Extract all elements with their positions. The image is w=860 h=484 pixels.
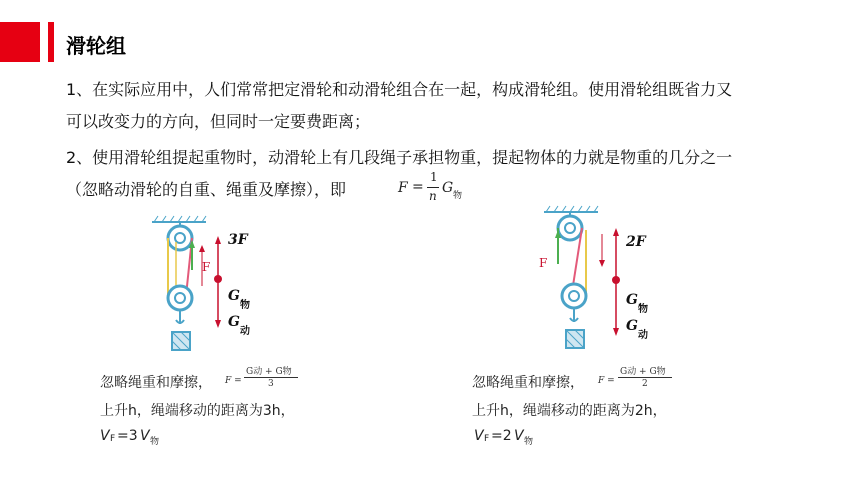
formula-denominator: n: [429, 189, 437, 203]
paragraph-line-3: 2、使用滑轮组提起重物时，动滑轮上有几段绳子承担物重，提起物体的力就是物重的几分之一: [66, 148, 733, 167]
left-3f-label: 3F: [228, 232, 248, 248]
paragraph-line-2: 可以改变力的方向，但同时一定要费距离；: [66, 112, 371, 131]
formula-numerator: 1: [430, 170, 438, 184]
header-accent-bar: [48, 22, 54, 62]
left-caption-1: 忽略绳重和摩擦，: [100, 375, 212, 391]
formula-fraction-bar: [427, 187, 439, 188]
header-accent-block: [0, 22, 40, 62]
formula-lhs: F: [398, 180, 408, 196]
paragraph-line-1: 1、在实际应用中，人们常常把定滑轮和动滑轮组合在一起，构成滑轮组。使用滑轮组既省力又: [66, 80, 733, 99]
formula-rhs: G: [442, 180, 454, 196]
right-force-label: F: [539, 256, 548, 270]
pulley-diagram-left: [140, 212, 270, 362]
formula-rhs-sub: 物: [453, 191, 463, 201]
page-title: 滑轮组: [66, 34, 126, 58]
right-caption-1: 忽略绳重和摩擦，: [472, 375, 584, 391]
right-2f-label: 2F: [626, 234, 646, 250]
right-caption-2: 上升h，绳端移动的距离为2h，: [472, 403, 667, 419]
paragraph-line-4: （忽略动滑轮的自重、绳重及摩擦），即: [66, 180, 347, 199]
left-caption-2: 上升h，绳端移动的距离为3h，: [100, 403, 295, 419]
left-force-label: F: [202, 260, 211, 274]
formula-equals: =: [412, 179, 424, 195]
